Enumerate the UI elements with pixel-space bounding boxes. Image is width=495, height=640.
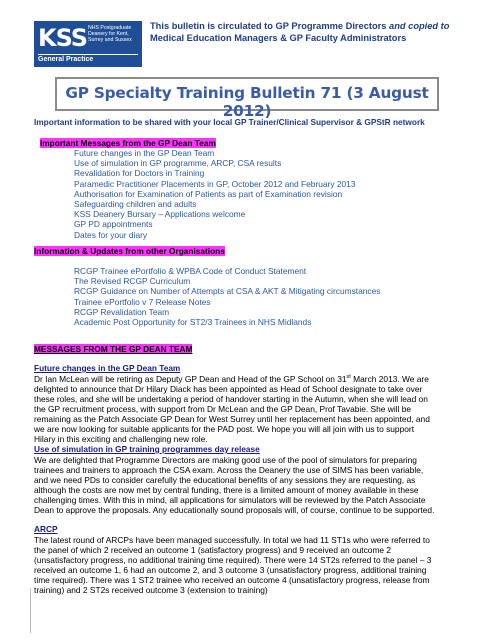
margin-rule bbox=[30, 588, 31, 633]
logo-label: General Practice bbox=[38, 56, 94, 63]
paragraph-line: although the costs are now met by central funding, there is a limited amount of money available in these bbox=[34, 485, 419, 496]
contents-item: Authorisation for Examination of Patients as part of Examination revision bbox=[74, 188, 343, 199]
contents-item: Academic Post Opportunity for ST2/3 Trainees in NHS Midlands bbox=[74, 317, 312, 328]
kss-logo bbox=[34, 21, 142, 67]
arcp-heading: ARCP bbox=[34, 524, 58, 534]
other-orgs-contents-heading: Information & Updates from other Organisations bbox=[34, 246, 225, 256]
future-changes-text: Dr Ian McLean will be retiring as Deputy GP Dean and Head of the GP School on 31st March 2013. We are delighted to announce that Dr Hilary Diack has been appointed as Head of School designate to take over these roles, and she will be undertaking a period of handover starting in the Autumn, when she will lead on the GP recruitment process, with support from Dr McLean and the GP Dean, Prof Tavabie. She will be remaining as the Patch Associate GP Dean for West Surrey until her replacement has been appointed, and we are now looking for suitable applicants for the PAD post. We hope you will all join with us to support Hilary in this exciting and challenging new role. bbox=[34, 374, 458, 444]
paragraph-line: the GP recruitment process, with support from Dr McLean and the GP Dean, Prof Tavabie. She will be bbox=[34, 404, 412, 415]
paragraph-line: The latest round of ARCPs have been managed successfully. In total we had 11 ST1s who were referred to bbox=[34, 535, 430, 545]
circulation-line1: This bulletin is circulated to GP Programme Directors bbox=[150, 21, 390, 31]
paragraph-line: the panel of which 2 received an outcome 1 (satisfactory progress) and 9 received an outcome 2 bbox=[34, 545, 392, 556]
contents-item: RCGP Trainee ePortfolio & WPBA Code of Conduct Statement bbox=[74, 266, 307, 276]
paragraph-line: we are now looking for suitable applicants for the PAD post. We hope you will all join with us to support bbox=[34, 424, 415, 435]
future-changes-heading: Future changes in the GP Dean Team bbox=[34, 363, 181, 373]
contents-item: Trainee ePortfolio v 7 Release Notes bbox=[74, 296, 211, 307]
paragraph-line: these roles, and she will be undertaking a period of handover starting in the Autumn, when she will lead on bbox=[34, 394, 428, 405]
paragraph-line: training) and 2 ST2s received outcome 3 (extension to training) bbox=[34, 585, 268, 596]
circulation-line1-italic: and copied to bbox=[389, 21, 450, 31]
contents-item: GP PD appointments bbox=[74, 219, 153, 230]
title-box bbox=[55, 77, 439, 120]
gp-dean-contents-heading: Important Messages from the GP Dean Team bbox=[40, 138, 216, 148]
contents-item: KSS Deanery Bursary – Applications welcome bbox=[74, 209, 246, 220]
contents-item: Revalidation for Doctors in Training bbox=[74, 168, 205, 179]
paragraph-line: time required). There was 1 ST2 trainee who received an outcome 4 (unsatisfactory progress, release from bbox=[34, 575, 430, 586]
logo-text: KSS bbox=[38, 24, 88, 52]
contents-item: Use of simulation in GP programme, ARCP, CSA results bbox=[74, 158, 282, 169]
arcp-text bbox=[34, 535, 458, 595]
logo-divider bbox=[38, 54, 138, 55]
contents-item: Dates for your diary bbox=[74, 229, 148, 240]
paragraph-line: Hilary in this exciting and challenging new role. bbox=[34, 434, 208, 445]
paragraph-line: (unsatisfactory progress, no additional training time required). There were 14 ST2s referred to the panel – 3 bbox=[34, 555, 432, 566]
paragraph-line: challenging times. With this in mind, all applications for simulators will be reviewed by the Patch Associate bbox=[34, 495, 426, 506]
gp-dean-contents-list bbox=[74, 148, 474, 240]
contents-item: Future changes in the GP Dean Team bbox=[74, 148, 215, 158]
paragraph-line: We are delighted that Programme Directors are making good use of the pool of simulators for preparing bbox=[34, 455, 417, 465]
circulation-line2: Medical Education Managers & GP Faculty Administrators bbox=[150, 32, 407, 43]
messages-heading: MESSAGES FROM THE GP DEAN TEAM bbox=[34, 344, 193, 354]
simulation-heading: Use of simulation in GP training programmes day release bbox=[34, 444, 260, 454]
simulation-text bbox=[34, 455, 458, 515]
circulation-note bbox=[150, 21, 462, 44]
contents-item: Paramedic Practitioner Placements in GP, October 2012 and February 2013 bbox=[74, 178, 356, 189]
paragraph-line: delighted to announce that Dr Hilary Diack has been appointed as Head of School designate to take over bbox=[34, 384, 423, 395]
contents-item: RCGP Guidance on Number of Attempts at CSA & AKT & Mitigating circumstances bbox=[74, 286, 381, 297]
page-title: GP Specialty Training Bulletin 71 (3 August 2012) bbox=[65, 84, 429, 120]
contents-item: RCGP Revalidation Team bbox=[74, 306, 170, 317]
paragraph-line: trainees and trainers to approach the CSA exam. Across the Deanery the use of SIMS has been variable, bbox=[34, 465, 424, 476]
paragraph-line: and we need PDs to consider carefully the educational benefits of any sessions they are requesting, as bbox=[34, 475, 416, 486]
paragraph-line: Dean to approve the proposals. Any educationally sound proposals will, of course, continue to be supported. bbox=[34, 505, 435, 516]
important-note: Important information to be shared with your local GP Trainer/Clinical Supervisor & GPStR network bbox=[34, 117, 425, 127]
logo-subtext: NHS Postgraduate Deanery for Kent, Surrey and Sussex bbox=[88, 25, 132, 44]
contents-item: The Revised RCGP Curriculum bbox=[74, 276, 191, 287]
paragraph-line: received an outcome 1, 6 had an outcome 2, and 3 outcome 3 (unsatisfactory progress, additional training bbox=[34, 565, 427, 576]
paragraph-line: remaining as the Patch Associate GP Dean for West Surrey until her replacement has been appointed, and bbox=[34, 414, 430, 425]
other-orgs-contents-list bbox=[74, 266, 474, 327]
contents-item: Safeguarding children and adults bbox=[74, 199, 197, 210]
